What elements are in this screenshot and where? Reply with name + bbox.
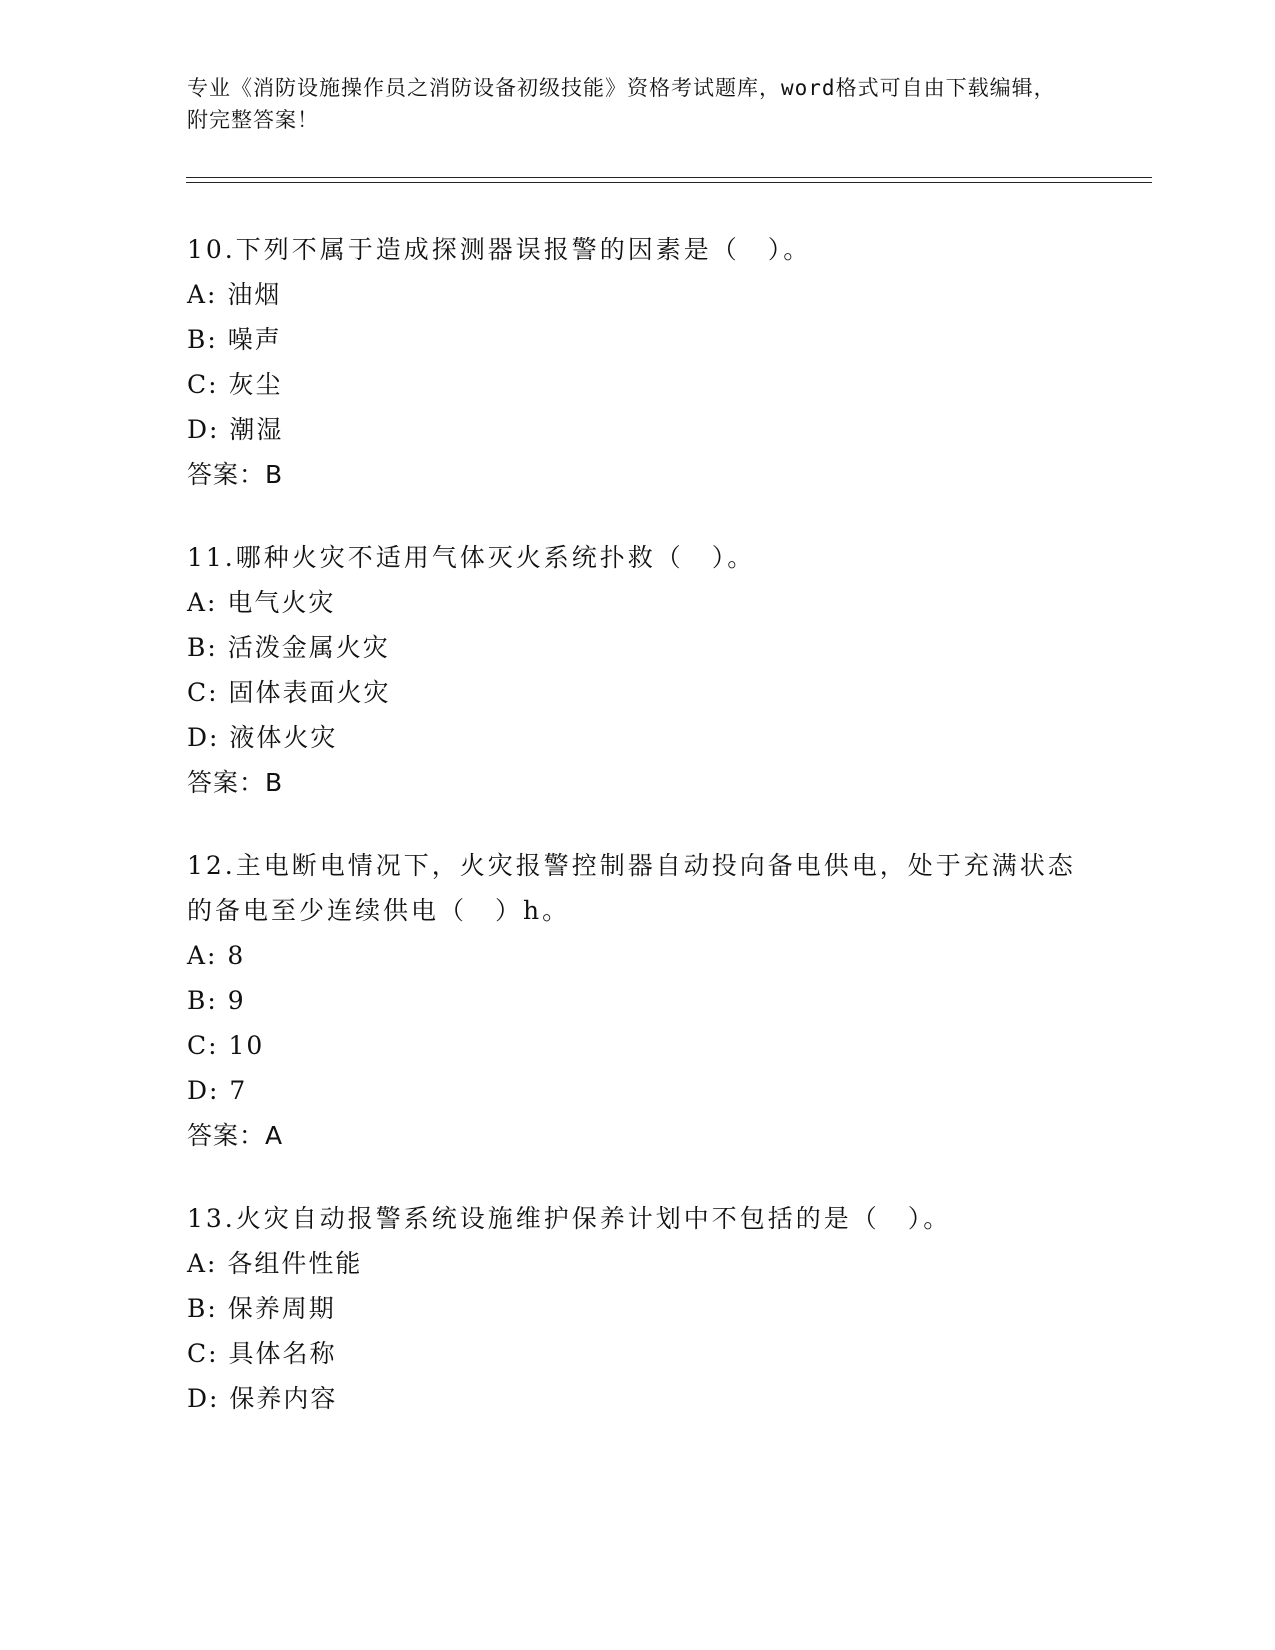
- option-a: A: 各组件性能: [187, 1249, 363, 1278]
- question-13: [187, 1196, 1087, 1421]
- option-d: D: 保养内容: [187, 1384, 338, 1413]
- option-c: C: 灰尘: [187, 370, 283, 399]
- answer: 答案：B: [187, 768, 284, 797]
- option-c: C: 固体表面火灾: [187, 678, 391, 707]
- question-11: [187, 535, 1087, 805]
- option-b: B: 9: [187, 986, 246, 1015]
- answer: 答案：B: [187, 460, 284, 489]
- option-a: A: 电气火灾: [187, 588, 336, 617]
- option-d: D: 液体火灾: [187, 723, 338, 752]
- question-list: [187, 227, 1087, 1459]
- option-b: B: 活泼金属火灾: [187, 633, 390, 662]
- option-a: A: 油烟: [187, 280, 282, 309]
- option-d: D: 7: [187, 1076, 248, 1105]
- question-stem: 12.主电断电情况下，火灾报警控制器自动投向备电供电，处于充满状态的备电至少连续供电（ ）h。: [187, 851, 1076, 925]
- header-divider-bottom: [186, 182, 1152, 183]
- option-a: A: 8: [187, 941, 246, 970]
- document-header: 专业《消防设施操作员之消防设备初级技能》资格考试题库，word格式可自由下载编辑，附完整答案！: [187, 76, 1056, 132]
- question-stem: 10.下列不属于造成探测器误报警的因素是（ ）。: [187, 235, 812, 264]
- option-d: D: 潮湿: [187, 415, 284, 444]
- question-10: [187, 227, 1087, 497]
- option-c: C: 10: [187, 1031, 265, 1060]
- option-b: B: 噪声: [187, 325, 282, 354]
- option-c: C: 具体名称: [187, 1339, 337, 1368]
- question-stem: 13.火灾自动报警系统设施维护保养计划中不包括的是（ ）。: [187, 1204, 952, 1233]
- answer: 答案：A: [187, 1121, 284, 1150]
- question-stem: 11.哪种火灾不适用气体灭火系统扑救（ ）。: [187, 543, 756, 572]
- question-12: [187, 843, 1087, 1158]
- header-divider-top: [186, 177, 1152, 178]
- option-b: B: 保养周期: [187, 1294, 336, 1323]
